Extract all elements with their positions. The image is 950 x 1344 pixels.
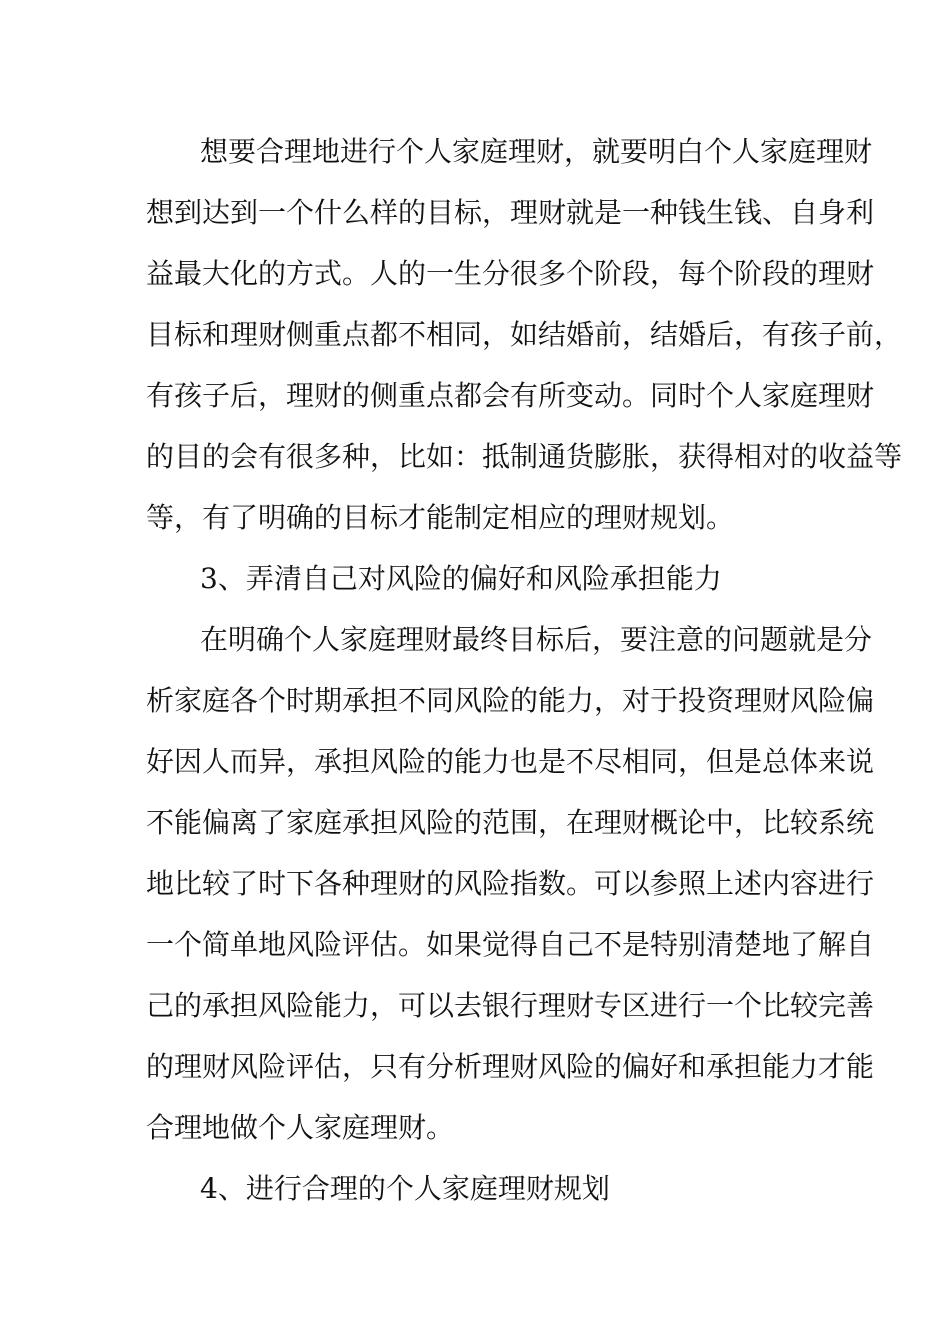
text-line: 等，有了明确的目标才能制定相应的理财规划。 — [146, 501, 735, 534]
text-line: 目标和理财侧重点都不相同，如结婚前，结婚后，有孩子前， — [146, 318, 903, 351]
text-line: 的理财风险评估，只有分析理财风险的偏好和承担能力才能 — [146, 1050, 875, 1083]
text-line: 合理地做个人家庭理财。 — [146, 1111, 455, 1144]
text-line: 不能偏离了家庭承担风险的范围，在理财概论中，比较系统 — [146, 806, 875, 839]
text-line: 析家庭各个时期承担不同风险的能力，对于投资理财风险偏 — [146, 684, 875, 717]
text-line: 益最大化的方式。人的一生分很多个阶段，每个阶段的理财 — [146, 257, 875, 290]
section-heading-3: 3、弄清自己对风险的偏好和风险承担能力 — [200, 562, 722, 595]
text-line: 己的承担风险能力，可以去银行理财专区进行一个比较完善 — [146, 989, 875, 1022]
text-line: 想到达到一个什么样的目标，理财就是一种钱生钱、自身利 — [146, 196, 875, 229]
text-line: 有孩子后，理财的侧重点都会有所变动。同时个人家庭理财 — [146, 379, 875, 412]
text-line: 好因人而异，承担风险的能力也是不尽相同，但是总体来说 — [146, 745, 875, 778]
text-line: 一个简单地风险评估。如果觉得自己不是特别清楚地了解自 — [146, 928, 875, 961]
text-line: 在明确个人家庭理财最终目标后，要注意的问题就是分 — [200, 623, 873, 656]
section-heading-4: 4、进行合理的个人家庭理财规划 — [200, 1172, 610, 1205]
text-line: 的目的会有很多种，比如：抵制通货膨胀，获得相对的收益等 — [146, 440, 903, 473]
text-line: 想要合理地进行个人家庭理财，就要明白个人家庭理财 — [200, 135, 873, 168]
text-line: 地比较了时下各种理财的风险指数。可以参照上述内容进行 — [146, 867, 875, 900]
